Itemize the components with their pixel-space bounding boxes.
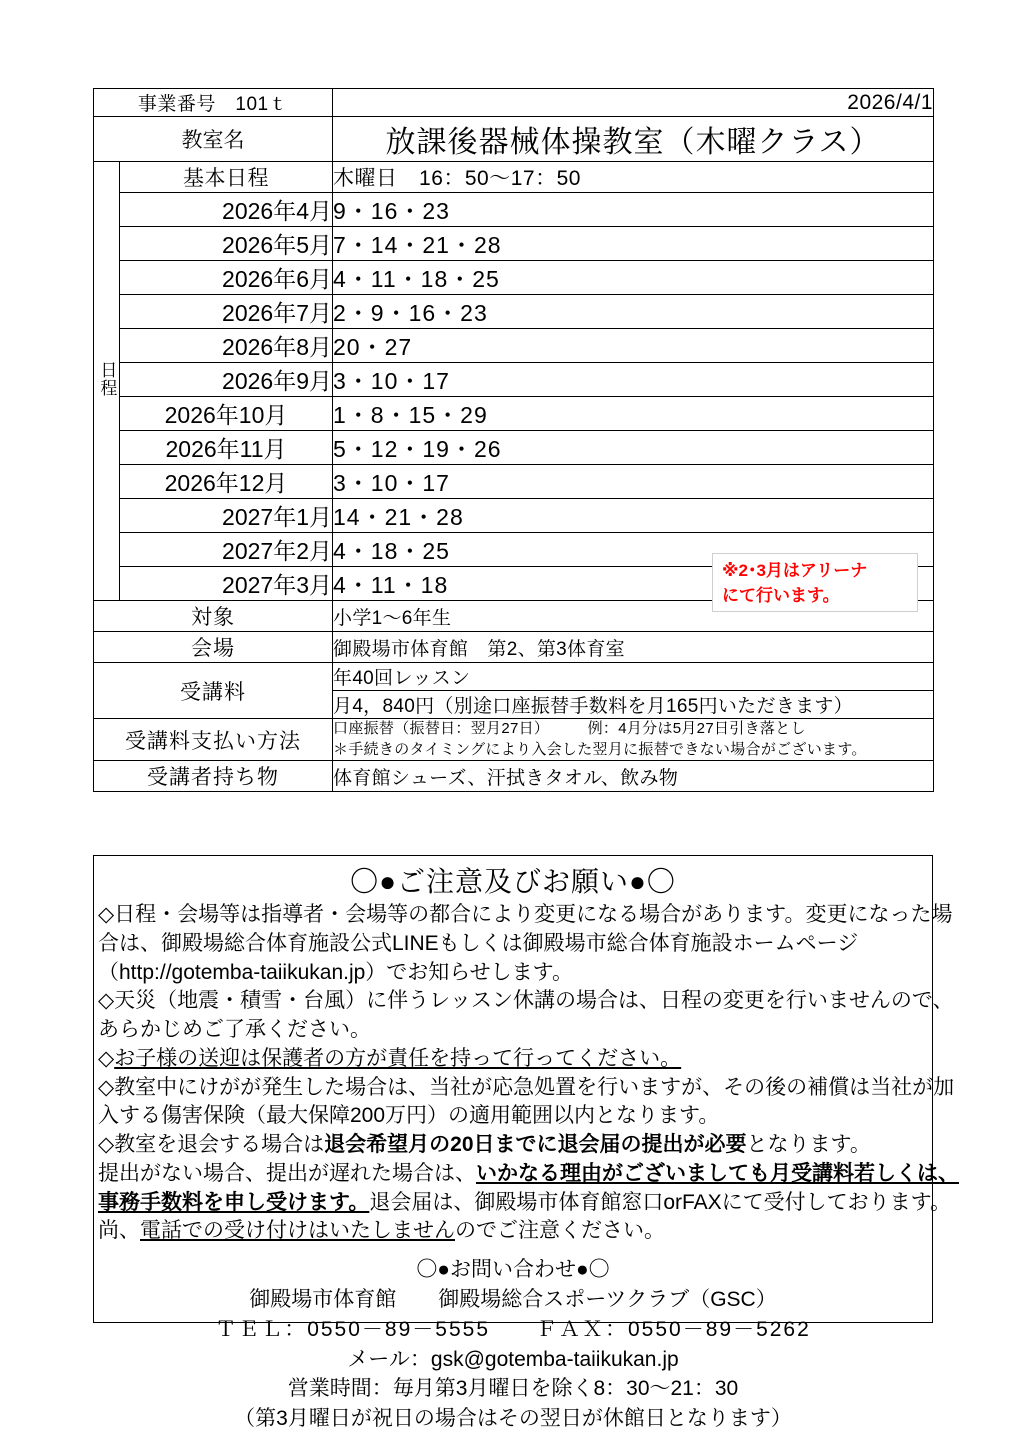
- month-label: 2027年3月: [120, 567, 333, 601]
- table-row-class-name: [94, 117, 934, 162]
- month-dates: 1・8・15・29: [333, 397, 934, 431]
- business-number-cell: 事業番号 101ｔ: [94, 89, 333, 117]
- notice-emphasis-bold: 退会希望月の20日までに退会届の提出が必要: [324, 1133, 747, 1157]
- month-label: 2026年6月: [120, 261, 333, 295]
- table-row-business-number: [94, 89, 934, 117]
- class-info-table: [93, 88, 934, 792]
- table-row-venue: [94, 632, 934, 663]
- notice-line-withdrawal: [98, 1131, 929, 1160]
- schedule-spine-text: 日程: [97, 360, 117, 397]
- month-label: 2026年10月: [120, 397, 333, 431]
- payment-method-label: 受講料支払い方法: [94, 719, 333, 761]
- month-dates: 3・10・17: [333, 363, 934, 397]
- notice-line: ◇日程・会場等は指導者・会場等の都合により変更になる場合があります。変更になった場: [98, 903, 953, 926]
- contact-hours: 営業時間：毎月第3月曜日を除く8：30～21：30: [287, 1377, 739, 1401]
- contact-holiday-note: （第3月曜日が祝日の場合はその翌日が休館日となります）: [234, 1407, 792, 1431]
- schedule-spine-label: [94, 162, 120, 601]
- notice-panel: [93, 855, 959, 1431]
- notice-text: のでご注意ください。: [455, 1219, 665, 1243]
- fee-amount-value: 月4，840円（別途口座振替手数料を月165円いただきます）: [333, 691, 934, 719]
- table-row-month: [94, 363, 934, 397]
- month-dates: 14・21・28: [333, 499, 934, 533]
- month-dates: 9・16・23: [333, 193, 934, 227]
- class-name-label: 教室名: [94, 117, 333, 162]
- payment-line-2: ＊手続きのタイミングにより入会した翌月に振替できない場合がございます。: [333, 740, 867, 758]
- notice-emphasis-underline: お子様の送迎は保護者の方が責任を持って行ってください。: [114, 1046, 682, 1070]
- month-dates: 4・11・18・25: [333, 261, 934, 295]
- month-dates: 2・9・16・23: [333, 295, 934, 329]
- notice-text: 尚、: [98, 1219, 140, 1243]
- notice-line-phone: [98, 1217, 929, 1246]
- notice-text: 提出がない場合、提出が遅れた場合は、: [98, 1161, 476, 1185]
- arena-note-line-2: にて行います。: [722, 585, 840, 605]
- month-label: 2027年2月: [120, 533, 333, 567]
- notice-text: 退会届は、御殿場市体育館窓口orFAXにて受付しております。: [369, 1190, 952, 1214]
- month-label: 2026年11月: [120, 431, 333, 465]
- notice-text: ◇教室を退会する場合は: [98, 1133, 325, 1157]
- belongings-label: 受講者持ち物: [94, 761, 333, 792]
- target-value: 小学1～6年生: [333, 601, 934, 632]
- contact-block: [94, 1255, 932, 1434]
- notice-line: 入する傷害保険（最大保障200万円）の適用範囲以内となります。: [98, 1104, 720, 1128]
- notice-line: ◇天災（地震・積雪・台風）に伴うレッスン休講の場合は、日程の変更を行いませんので、: [98, 989, 954, 1013]
- notice-bullet: ◇: [98, 1046, 115, 1070]
- payment-method-value: [333, 719, 934, 761]
- month-dates: 20・27: [333, 329, 934, 363]
- basic-schedule-label: 基本日程: [120, 162, 333, 193]
- notice-line: （http://gotemba-taiikukan.jp）でお知らせします。: [98, 960, 573, 984]
- month-dates: 7・14・21・28: [333, 227, 934, 261]
- contact-mail: メール：gsk@gotemba-taiikukan.jp: [347, 1347, 679, 1371]
- month-label: 2026年9月: [120, 363, 333, 397]
- month-label: 2026年8月: [120, 329, 333, 363]
- contact-tel-fax: ＴＥＬ：0550－89－5555 ＦＡＸ：0550－89－5262: [215, 1317, 811, 1341]
- payment-line-1: 口座振替（振替日：翌月27日） 例：4月分は5月27日引き落とし: [333, 720, 806, 737]
- month-dates: 5・12・19・26: [333, 431, 934, 465]
- target-label: 対象: [94, 601, 333, 632]
- class-title-value: 放課後器械体操教室（木曜クラス）: [333, 117, 934, 162]
- table-row-month: [94, 261, 934, 295]
- table-row-fee-lessons: [94, 663, 934, 691]
- issue-date-cell: 2026/4/1: [333, 89, 934, 117]
- table-row-month: [94, 227, 934, 261]
- notice-emphasis-bold-underline: いかなる理由がございましても月受講料若しくは、: [476, 1161, 959, 1185]
- notice-line-fee: [98, 1189, 952, 1218]
- notice-text: となります。: [746, 1133, 871, 1157]
- venue-label: 会場: [94, 632, 333, 663]
- month-label: 2026年5月: [120, 227, 333, 261]
- table-row-month: [94, 431, 934, 465]
- month-label: 2026年12月: [120, 465, 333, 499]
- table-row-month: [94, 465, 934, 499]
- notice-emphasis-bold-underline: 事務手数料を申し受けます。: [98, 1190, 370, 1214]
- notice-line: ◇教室中にけがが発生した場合は、当社が応急処置を行いますが、その後の補償は当社が加: [98, 1075, 955, 1099]
- belongings-value: 体育館シューズ、汗拭きタオル、飲み物: [333, 761, 934, 792]
- notice-emphasis-underline: 電話での受け付けはいたしません: [140, 1219, 455, 1243]
- table-row-month: [94, 329, 934, 363]
- notice-heading: 〇●ご注意及びお願い●〇: [350, 866, 676, 897]
- month-label: 2026年7月: [120, 295, 333, 329]
- table-row-month: [94, 193, 934, 227]
- month-label: 2027年1月: [120, 499, 333, 533]
- basic-schedule-value: 木曜日 16：50～17：50: [333, 162, 934, 193]
- contact-organization: 御殿場市体育館 御殿場総合スポーツクラブ（GSC）: [249, 1288, 777, 1311]
- table-row-month: [94, 295, 934, 329]
- notice-line-late: [98, 1160, 959, 1189]
- table-row-basic-schedule: [94, 162, 934, 193]
- month-dates: 4・11・18: [333, 567, 934, 601]
- month-dates: 4・18・25: [333, 533, 934, 567]
- table-row-month: [94, 397, 934, 431]
- table-row-payment-method: [94, 719, 934, 761]
- table-row-belongings: [94, 761, 934, 792]
- contact-heading: 〇●お問い合わせ●〇: [416, 1258, 610, 1282]
- venue-value: 御殿場市体育館 第2、第3体育室: [333, 632, 934, 663]
- table-row-month: [94, 499, 934, 533]
- notice-line-pickup: [98, 1045, 929, 1074]
- month-dates: 3・10・17: [333, 465, 934, 499]
- notice-body: [94, 901, 959, 1246]
- fee-label: 受講料: [94, 663, 333, 719]
- fee-lessons-value: 年40回レッスン: [333, 663, 934, 691]
- notice-line: あらかじめご了承ください。: [98, 1018, 371, 1042]
- arena-note-callout: [712, 553, 918, 612]
- notice-line: 合は、御殿場総合体育施設公式LINEもしくは御殿場市総合体育施設ホームページ: [98, 931, 859, 955]
- month-label: 2026年4月: [120, 193, 333, 227]
- arena-note-line-1: ※2･3月はアリーナ: [722, 561, 868, 580]
